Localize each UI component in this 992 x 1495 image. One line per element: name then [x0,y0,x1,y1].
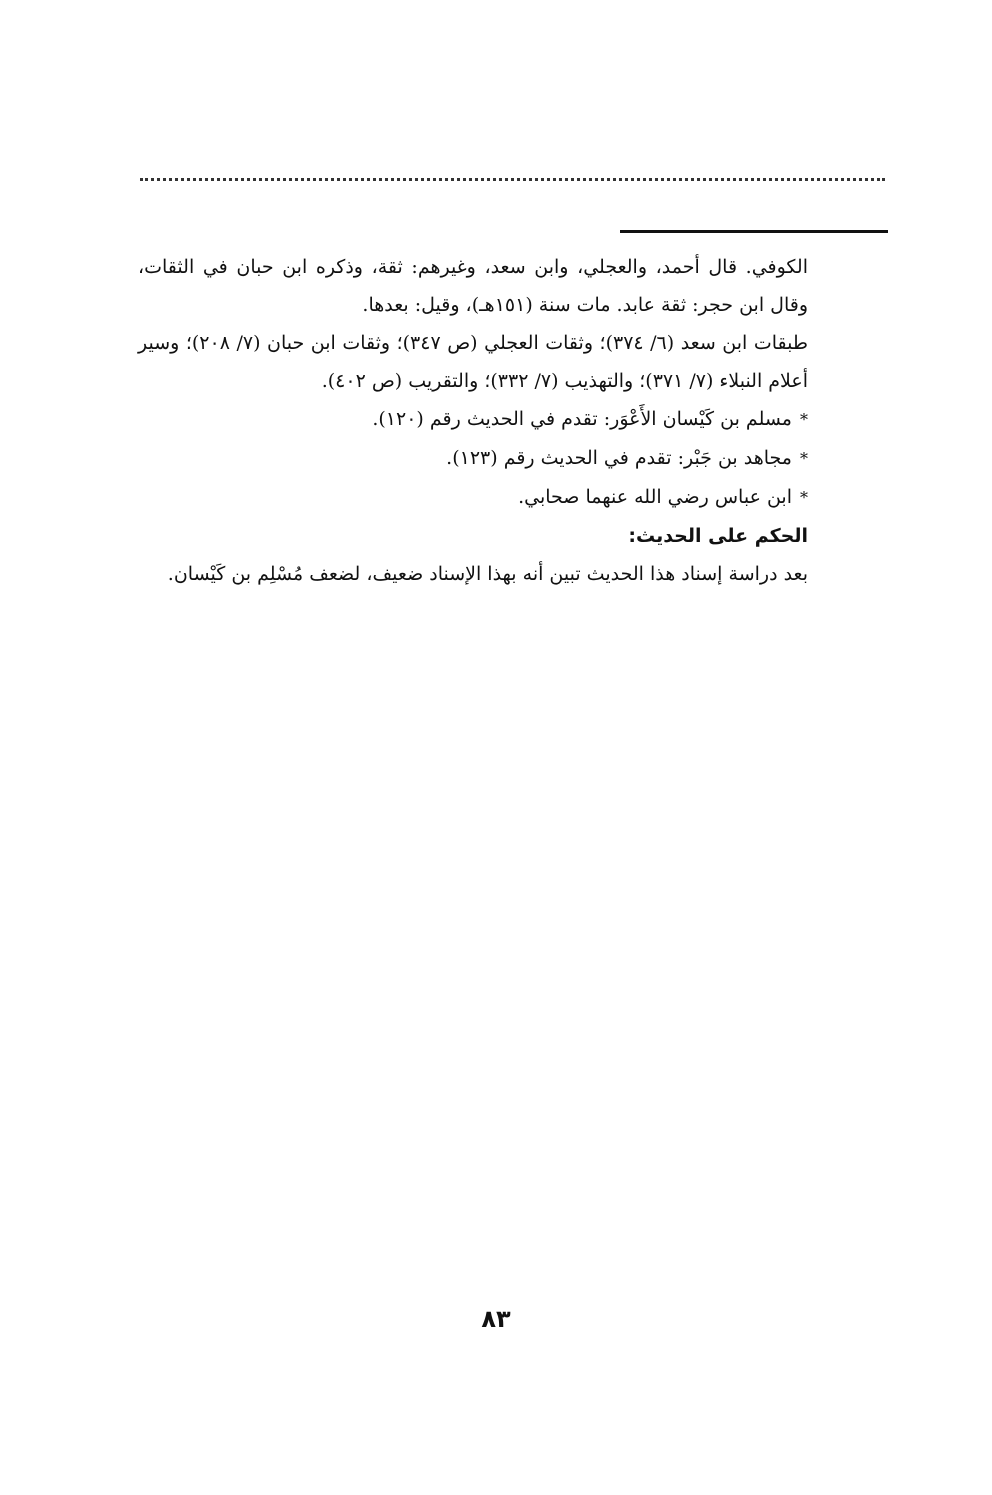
list-item-text: ابن عباس رضي الله عنهما صحابي. [518,486,792,508]
list-item [138,478,808,517]
page-content [138,248,808,593]
ruling-text: بعد دراسة إسناد هذا الحديث تبين أنه بهذا الإسناد ضعيف، لضعف مُسْلِم بن كَيْسان. [167,563,808,585]
page-number: ٨٣ [481,1305,511,1333]
ruling-heading: الحكم على الحديث: [628,525,808,547]
asterisk-icon: * [800,488,808,507]
list-item [138,439,808,478]
list-item-text: مسلم بن كَيْسان الأَعْوَر: تقدم في الحديث رقم (١٢٠). [372,408,792,430]
dotted-separator [140,178,885,181]
asterisk-icon: * [800,449,808,468]
sources-paragraph: طبقات ابن سعد (٦/ ٣٧٤)؛ وثقات العجلي (ص ٣٤٧)؛ وثقات ابن حبان (٧/ ٢٠٨)؛ وسير أعلام النبلاء (٧/ ٣٧١)؛ والتهذيب (٧/ ٣٣٢)؛ والتقريب (ص ٤٠٢). [138,332,808,392]
list-item-text: مجاهد بن جَبْر: تقدم في الحديث رقم (١٢٣). [446,447,792,469]
footnote-rule [620,230,888,233]
asterisk-icon: * [800,410,808,429]
list-item [138,400,808,439]
narrator-paragraph: الكوفي. قال أحمد، والعجلي، وابن سعد، وغيرهم: ثقة، وذكره ابن حبان في الثقات، وقال ابن حجر: ثقة عابد. مات سنة (١٥١هـ)، وقيل: بعدها. [138,256,808,316]
